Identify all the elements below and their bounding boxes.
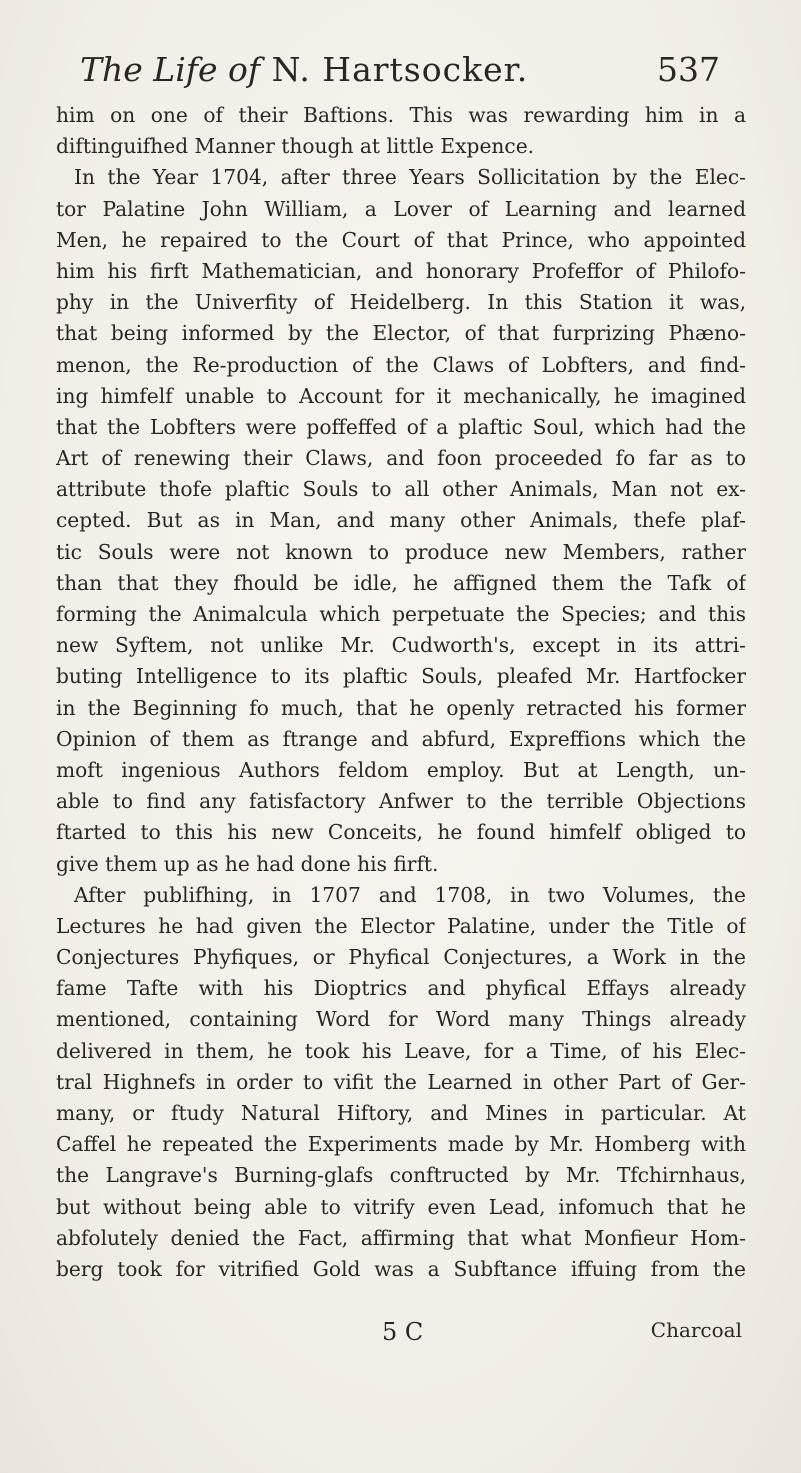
text-line: tic Souls were not known to produce new Members, rather [56, 539, 746, 564]
text-line: than that they fhould be idle, he affigned them the Tafk of [56, 570, 746, 595]
text-line: him his firft Mathematician, and honorary Profeffor of Philofo- [56, 258, 746, 283]
text-line: but without being able to vitrify even Lead, infomuch that he [56, 1194, 746, 1219]
text-line: ing himfelf unable to Account for it mechanically, he imagined [56, 383, 746, 408]
signature-mark: 5 C [382, 1318, 424, 1346]
text-line: attribute thofe plaftic Souls to all other Animals, Man not ex- [56, 477, 746, 502]
text-line: tor Palatine John William, a Lover of Learning and learned [56, 196, 746, 221]
catchword: Charcoal [650, 1318, 742, 1342]
text-line: berg took for vitrified Gold was a Subftance iffuing from the [56, 1256, 746, 1281]
page-footer [56, 1318, 746, 1358]
text-line: forming the Animalcula which perpetuate the Species; and this [56, 602, 746, 626]
text-line: Caffel he repeated the Experiments made by Mr. Homberg with [56, 1132, 746, 1157]
text-line: that the Lobfters were poffeffed of a plaftic Soul, which had the [56, 414, 746, 439]
text-line: him on one of their Baftions. This was rewarding him in a [56, 103, 746, 127]
text-line: buting Intelligence to its plaftic Souls, pleafed Mr. Hartfocker [56, 664, 746, 689]
text-line: fame Tafte with his Dioptrics and phyfical Effays already [56, 976, 746, 1001]
text-line: Men, he repaired to the Court of that Prince, who appointed [56, 227, 746, 252]
text-line: cepted. But as in Man, and many other Animals, thefe plaf- [56, 508, 746, 533]
text-line: many, or ftudy Natural Hiftory, and Mines in particular. At [56, 1101, 746, 1125]
text-line: Opinion of them as ftrange and abfurd, Expreffions which the [56, 726, 746, 751]
text-line: Conjectures Phyfiques, or Phyfical Conjectures, a Work in the [56, 945, 746, 970]
text-line: mentioned, containing Word for Word many Things already [56, 1007, 746, 1032]
text-line: able to find any fatisfactory Anfwer to the terrible Objections [56, 789, 746, 814]
text-line: delivered in them, he took his Leave, for a Time, of his Elec- [56, 1038, 746, 1063]
running-header [80, 40, 720, 100]
text-line: tral Highnefs in order to vifit the Learned in other Part of Ger- [56, 1069, 746, 1094]
text-line: give them up as he had done his firft. [56, 851, 439, 876]
text-line: the Langrave's Burning-glafs conftructed by Mr. Tfchirnhaus, [56, 1163, 746, 1188]
text-line: ftarted to this his new Conceits, he found himfelf obliged to [56, 820, 746, 845]
running-title [80, 40, 528, 100]
text-line: new Syftem, not unlike Mr. Cudworth's, except in its attri- [56, 633, 746, 658]
text-line: that being informed by the Elector, of that furprizing Phæno- [56, 321, 746, 346]
text-line: diftinguifhed Manner though at little Expence. [56, 134, 535, 159]
page-number: 537 [657, 50, 720, 89]
text-line: abfolutely denied the Fact, affirming that what Monfieur Hom- [56, 1225, 746, 1250]
body-text [56, 100, 746, 1285]
text-line: Lectures he had given the Elector Palatine, under the Title of [56, 913, 746, 938]
text-line: in the Beginning fo much, that he openly retracted his former [56, 695, 746, 720]
text-line: Art of renewing their Claws, and foon proceeded fo far as to [56, 446, 746, 471]
running-title-italic: The Life of [80, 50, 261, 89]
text-line: After publifhing, in 1707 and 1708, in two Volumes, the [74, 882, 746, 907]
running-title-name: N. Hartsocker. [260, 50, 529, 89]
text-line: menon, the Re-production of the Claws of Lobfters, and find- [56, 352, 746, 377]
text-line: In the Year 1704, after three Years Sollicitation by the Elec- [74, 165, 746, 190]
text-line: moft ingenious Authors feldom employ. But at Length, un- [56, 757, 746, 782]
text-line: phy in the Univerfity of Heidelberg. In this Station it was, [56, 290, 746, 315]
